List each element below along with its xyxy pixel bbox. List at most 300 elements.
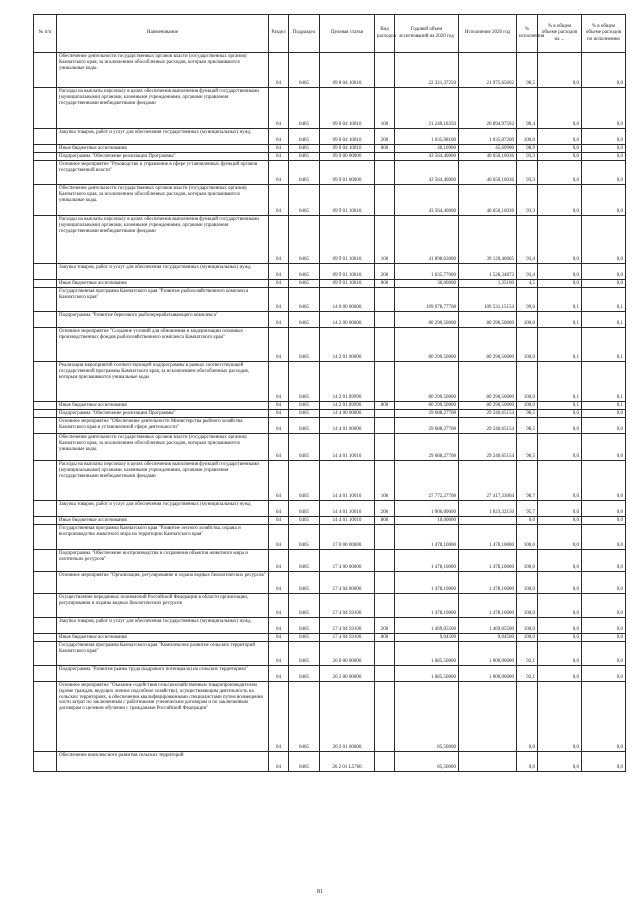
row-share1: 0,0 [538,185,582,216]
row-plan: 29 688,27708 [395,410,459,418]
row-num [34,161,57,185]
table-row [34,185,626,216]
row-plan: 109 978,77708 [395,288,459,312]
row-plan: 21 240,18350 [395,88,459,129]
row-plan: 1 478,10000 [395,550,459,572]
row-subsection: 0405 [289,145,320,153]
table-row [34,410,626,418]
row-pct: 93,4 [517,216,538,264]
row-name: Обеспечение комплексного развития сельских территорий [57,752,269,772]
row-section: 04 [269,402,289,410]
row-num [34,410,57,418]
row-pct: 98,5 [517,434,538,461]
row-pct: 98,5 [517,53,538,88]
row-share1: 0,0 [538,642,582,666]
row-num [34,53,57,88]
row-name: Государственная программа Камчатского края "Комплексное развитие сельских территорий Камчатского края" [57,642,269,666]
row-pct: 92,1 [517,666,538,682]
table-row [34,634,626,642]
row-share2: 0,0 [582,550,626,572]
row-section: 04 [269,572,289,594]
row-share1: 0,0 [538,216,582,264]
row-subsection: 0405 [289,312,320,328]
row-pct: 100,0 [517,328,538,362]
row-name: Расходы на выплаты персоналу в целях обеспечения выполнения функций государственными (муниципальными) органами, казенными учреждениями, органами управления государственными внебюджетными фондами [57,216,269,264]
row-share1: 0,0 [538,525,582,550]
row-section: 04 [269,161,289,185]
row-plan: 80 290,50000 [395,362,459,402]
table-row [34,280,626,288]
row-target: 09 9 01 10010 [320,280,375,288]
row-pct: 98,5 [517,410,538,418]
row-pct: 4,5 [517,280,538,288]
row-exec: 1 469,05500 [459,618,517,634]
row-plan: 1 478,10000 [395,525,459,550]
row-name: Закупка товаров, работ и услуг для обеспечения государственных (муниципальных) нужд [57,501,269,517]
row-section: 04 [269,410,289,418]
row-exec: 1 528,34873 [459,264,517,280]
row-subsection: 0405 [289,129,320,145]
row-name: Основное мероприятие "Руководство и управление в сфере установленных функций органов государственной власти" [57,161,269,185]
row-section: 04 [269,434,289,461]
row-name: Основное мероприятие "Создание условий для обновления и модернизации основных производственных фондов рыбохозяйственного комплекса Камчатского края" [57,328,269,362]
table-row [34,288,626,312]
row-share2: 0,0 [582,418,626,434]
row-exec: 21 975,65602 [459,53,517,88]
row-section: 04 [269,288,289,312]
header-exec: Исполнение 2020 год [459,15,517,53]
row-num [34,402,57,410]
table-row [34,362,626,402]
row-share2: 0,0 [582,517,626,525]
row-subsection: 0405 [289,161,320,185]
row-kind: 100 [375,216,395,264]
row-share2: 0,0 [582,682,626,752]
row-target: 09 9 01 10010 [320,185,375,216]
table-row [34,550,626,572]
row-plan: 43 564,40000 [395,161,459,185]
table-row [34,53,626,88]
row-subsection: 0405 [289,525,320,550]
row-share1: 0,0 [538,161,582,185]
row-subsection: 0405 [289,410,320,418]
row-share2: 0,0 [582,264,626,280]
row-plan: 43 564,40000 [395,153,459,161]
row-kind [375,594,395,618]
row-exec [459,682,517,752]
row-share2: 0,0 [582,594,626,618]
row-name: Расходы на выплаты персоналу в целях обеспечения выполнения функций государственными (муниципальными) органами, казенными учреждениями, органами управления государственными внебюджетными фондами [57,88,269,129]
table-row [34,525,626,550]
table-row [34,752,626,772]
row-plan: 1 478,10000 [395,594,459,618]
row-name: Иные бюджетные ассигнования [57,145,269,153]
row-pct: 100,0 [517,129,538,145]
row-kind: 800 [375,280,395,288]
row-kind: 200 [375,501,395,517]
row-kind: 100 [375,88,395,129]
row-share2: 0,0 [582,185,626,216]
row-share2: 0,0 [582,634,626,642]
row-share2: 0,0 [582,525,626,550]
row-share2: 0,0 [582,410,626,418]
row-section: 04 [269,461,289,501]
header-section: Раздел [269,15,289,53]
row-subsection: 0405 [289,642,320,666]
row-section: 04 [269,53,289,88]
row-num [34,752,57,772]
row-share1: 0,1 [538,288,582,312]
row-exec [459,752,517,772]
row-pct: 99,6 [517,288,538,312]
row-num [34,618,57,634]
row-name: Обеспечение деятельности государственных органов власти (государственных органов) Камчатского края, за исключением обособленных расходов, которым присваиваются уникальные коды. [57,434,269,461]
row-pct: 100,0 [517,525,538,550]
row-target: 09 8 04 10010 [320,145,375,153]
table-row [34,618,626,634]
row-share1: 0,1 [538,402,582,410]
row-target: 14 0 00 00000 [320,288,375,312]
row-exec: 1 000,00000 [459,642,517,666]
row-subsection: 0405 [289,153,320,161]
row-share1: 0,0 [538,517,582,525]
row-name: Основное мероприятие "Оказание содействия сельскохозяйственным товаропроизводителям (кроме граждан, ведущих личное подсобное хозяйство), осуществляющим деятельность на сельских территориях, в обеспечении квалифицированными специалистами путем возмещения части затрат по заключенным с работниками ученическим договорам и по заключенным договорам о целевом обучении с гражданами Российской Федерации" [57,682,269,752]
header-share2: % в общем объеме расходов по исполнению [582,15,626,53]
row-section: 04 [269,550,289,572]
table-row [34,153,626,161]
row-share2: 0,0 [582,752,626,772]
row-exec: 40 650,16036 [459,153,517,161]
row-plan: 85,50000 [395,752,459,772]
table-row [34,145,626,153]
row-target: 09 8 04 10010 [320,53,375,88]
row-subsection: 0405 [289,88,320,129]
row-kind [375,666,395,682]
row-subsection: 0405 [289,634,320,642]
row-share1: 0,0 [538,634,582,642]
row-section: 04 [269,517,289,525]
header-subsection: Подраздел [289,15,320,53]
row-kind [375,288,395,312]
row-num [34,525,57,550]
row-num [34,129,57,145]
row-target: 17 4 04 59100 [320,594,375,618]
row-kind: 200 [375,618,395,634]
row-section: 04 [269,185,289,216]
row-share2: 0,1 [582,328,626,362]
row-section: 04 [269,618,289,634]
row-pct: 98,4 [517,88,538,129]
row-plan: 1 035,08100 [395,129,459,145]
row-subsection: 0405 [289,618,320,634]
row-subsection: 0405 [289,288,320,312]
row-num [34,153,57,161]
header-kind: Вид расходов [375,15,395,53]
row-name: Иные бюджетные ассигнования [57,517,269,525]
row-pct: 100,0 [517,634,538,642]
row-num [34,418,57,434]
header-num: № п/п [34,15,57,53]
row-name: Подпрограмма "Обеспечение реализации Программы" [57,153,269,161]
row-plan: 80 290,50000 [395,328,459,362]
table-row [34,666,626,682]
row-kind [375,185,395,216]
row-num [34,642,57,666]
table-row [34,682,626,752]
row-subsection: 0405 [289,594,320,618]
row-subsection: 0405 [289,402,320,410]
row-target: 09 8 04 10010 [320,129,375,145]
row-target: 09 9 01 10010 [320,216,375,264]
row-share1: 0,0 [538,88,582,129]
row-name: Расходы на выплаты персоналу в целях обеспечения выполнения функций государственными (муниципальными) органами, казенными учреждениями, органами управления государственными внебюджетными фондами [57,461,269,501]
row-share1: 0,0 [538,418,582,434]
row-share1: 0,0 [538,666,582,682]
row-section: 04 [269,312,289,328]
row-section: 04 [269,525,289,550]
row-section: 04 [269,642,289,666]
row-num [34,461,57,501]
row-kind: 800 [375,634,395,642]
row-share1: 0,0 [538,153,582,161]
row-share2: 0,0 [582,572,626,594]
row-share1: 0,0 [538,264,582,280]
row-exec: 80 290,50000 [459,402,517,410]
row-target: 14 4 01 00000 [320,418,375,434]
row-pct: 100,0 [517,312,538,328]
row-exec: 1 478,10000 [459,594,517,618]
row-subsection: 0405 [289,461,320,501]
row-section: 04 [269,280,289,288]
row-pct: 93,3 [517,185,538,216]
row-pct: 100,0 [517,594,538,618]
row-num [34,362,57,402]
row-pct: 98,7 [517,461,538,501]
row-section: 04 [269,752,289,772]
row-plan: 41 898,63000 [395,216,459,264]
row-num [34,88,57,129]
row-share2: 0,0 [582,161,626,185]
row-pct: 95,7 [517,501,538,517]
row-kind [375,642,395,666]
row-name: Иные бюджетные ассигнования [57,280,269,288]
table-body [34,53,626,772]
row-kind [375,752,395,772]
header-target: Целевая статья [320,15,375,53]
row-kind [375,682,395,752]
row-section: 04 [269,362,289,402]
row-subsection: 0405 [289,264,320,280]
row-exec: 1 478,10000 [459,550,517,572]
header-pct: % исполнения [517,15,538,53]
row-pct: 0,0 [517,682,538,752]
row-plan: 29 688,27708 [395,418,459,434]
table-row [34,594,626,618]
row-target: 17 4 04 59100 [320,618,375,634]
header-share1: % в общем объеме расходов на ... [538,15,582,53]
row-subsection: 0405 [289,666,320,682]
row-share1: 0,1 [538,312,582,328]
row-pct: 100,0 [517,362,538,402]
row-plan: 1 478,10000 [395,572,459,594]
table-header-row [34,15,626,53]
row-share1: 0,0 [538,461,582,501]
row-name: Подпрограмма "Развитие берегового рыбоперерабатывающего комплекса" [57,312,269,328]
row-target: 17 4 04 59100 [320,634,375,642]
row-share2: 0,0 [582,618,626,634]
row-share2: 0,0 [582,129,626,145]
row-name: Подпрограмма "Обеспечение воспроизводства и сохранения объектов животного мира и охотничьих ресурсов" [57,550,269,572]
row-target: 26 2 01 00000 [320,682,375,752]
row-pct: 0,0 [517,517,538,525]
table-row [34,161,626,185]
row-share2: 0,1 [582,362,626,402]
row-name: Иные бюджетные ассигнования [57,402,269,410]
row-num [34,280,57,288]
row-target: 14 4 01 10010 [320,501,375,517]
row-num [34,682,57,752]
row-num [34,517,57,525]
row-section: 04 [269,129,289,145]
row-exec: 109 531,15154 [459,288,517,312]
row-kind [375,161,395,185]
row-kind: 100 [375,461,395,501]
row-plan: 29 688,27708 [395,434,459,461]
row-target: 17 4 00 00000 [320,550,375,572]
row-share1: 0,0 [538,410,582,418]
row-exec: 45,60900 [459,145,517,153]
table-row [34,312,626,328]
row-kind [375,550,395,572]
row-share2: 0,0 [582,216,626,264]
row-subsection: 0405 [289,752,320,772]
budget-table [33,14,626,772]
row-kind [375,153,395,161]
row-plan: 1 469,05500 [395,618,459,634]
row-pct: 98,5 [517,418,538,434]
row-plan: 1 906,00000 [395,501,459,517]
row-target: 09 9 00 00000 [320,153,375,161]
row-exec: 40 650,16036 [459,161,517,185]
table-row [34,434,626,461]
row-num [34,501,57,517]
row-share2: 0,0 [582,666,626,682]
row-plan: 80 290,50000 [395,312,459,328]
row-kind [375,434,395,461]
row-exec: 29 240,65154 [459,434,517,461]
row-share1: 0,0 [538,752,582,772]
row-section: 04 [269,418,289,434]
row-share1: 0,0 [538,682,582,752]
row-target: 14 4 00 00000 [320,410,375,418]
row-plan: 85,50000 [395,682,459,752]
row-num [34,328,57,362]
row-num [34,216,57,264]
row-kind [375,312,395,328]
row-plan: 22 321,37250 [395,53,459,88]
row-exec: 27 417,33004 [459,461,517,501]
row-pct: 100,0 [517,402,538,410]
row-kind [375,328,395,362]
row-share2: 0,0 [582,642,626,666]
row-exec: 1,35100 [459,280,517,288]
row-target: 14 2 01 89990 [320,402,375,410]
row-subsection: 0405 [289,185,320,216]
row-target: 09 8 04 10010 [320,88,375,129]
row-pct: 93,3 [517,161,538,185]
row-plan: 30,00000 [395,280,459,288]
page-number: 81 [317,889,323,895]
row-subsection: 0405 [289,362,320,402]
row-target: 26 2 01 L5760 [320,752,375,772]
row-share2: 0,1 [582,402,626,410]
row-target: 14 4 01 10010 [320,461,375,501]
row-name: Закупка товаров, работ и услуг для обеспечения государственных (муниципальных) нужд [57,264,269,280]
row-exec: 39 120,46065 [459,216,517,264]
row-subsection: 0405 [289,550,320,572]
row-share2: 0,0 [582,153,626,161]
row-pct: 93,4 [517,264,538,280]
row-name: Закупка товаров, работ и услуг для обеспечения государственных (муниципальных) нужд [57,618,269,634]
row-exec: 29 240,65154 [459,410,517,418]
table-row [34,216,626,264]
row-share1: 0,1 [538,362,582,402]
row-subsection: 0405 [289,418,320,434]
row-plan: 9,04500 [395,634,459,642]
row-plan: 1 635,77000 [395,264,459,280]
row-pct: 98,9 [517,145,538,153]
row-pct: 93,3 [517,153,538,161]
row-share2: 0,0 [582,88,626,129]
row-share1: 0,0 [538,572,582,594]
row-num [34,550,57,572]
row-kind: 800 [375,145,395,153]
row-share1: 0,0 [538,618,582,634]
row-pct: 100,0 [517,618,538,634]
row-section: 04 [269,501,289,517]
row-share2: 0,0 [582,280,626,288]
row-share1: 0,0 [538,434,582,461]
row-plan: 1 085,50000 [395,666,459,682]
row-name: Обеспечение деятельности государственных органов власти (государственных органов) Камчатского края, за исключением обособленных расходов, которым присваиваются уникальные коды. [57,53,269,88]
table-row [34,572,626,594]
row-exec [459,517,517,525]
row-kind [375,362,395,402]
row-target: 14 4 01 10010 [320,434,375,461]
row-kind [375,410,395,418]
row-section: 04 [269,328,289,362]
row-share1: 0,0 [538,501,582,517]
row-exec: 80 290,50000 [459,312,517,328]
row-section: 04 [269,682,289,752]
row-kind: 800 [375,517,395,525]
row-subsection: 0405 [289,682,320,752]
row-target: 09 9 01 10010 [320,264,375,280]
row-kind: 800 [375,402,395,410]
row-subsection: 0405 [289,572,320,594]
row-kind [375,53,395,88]
row-subsection: 0405 [289,501,320,517]
row-section: 04 [269,216,289,264]
row-section: 04 [269,88,289,129]
row-num [34,185,57,216]
row-name: Реализация мероприятий соответствующей подпрограммы в рамках соответствующей государственной программы Камчатского края, за исключением обособленных расходов, которым присваиваются уникальные коды [57,362,269,402]
row-share2: 0,0 [582,434,626,461]
table-row [34,88,626,129]
row-exec: 29 240,65154 [459,418,517,434]
row-num [34,434,57,461]
row-share2: 0,0 [582,53,626,88]
